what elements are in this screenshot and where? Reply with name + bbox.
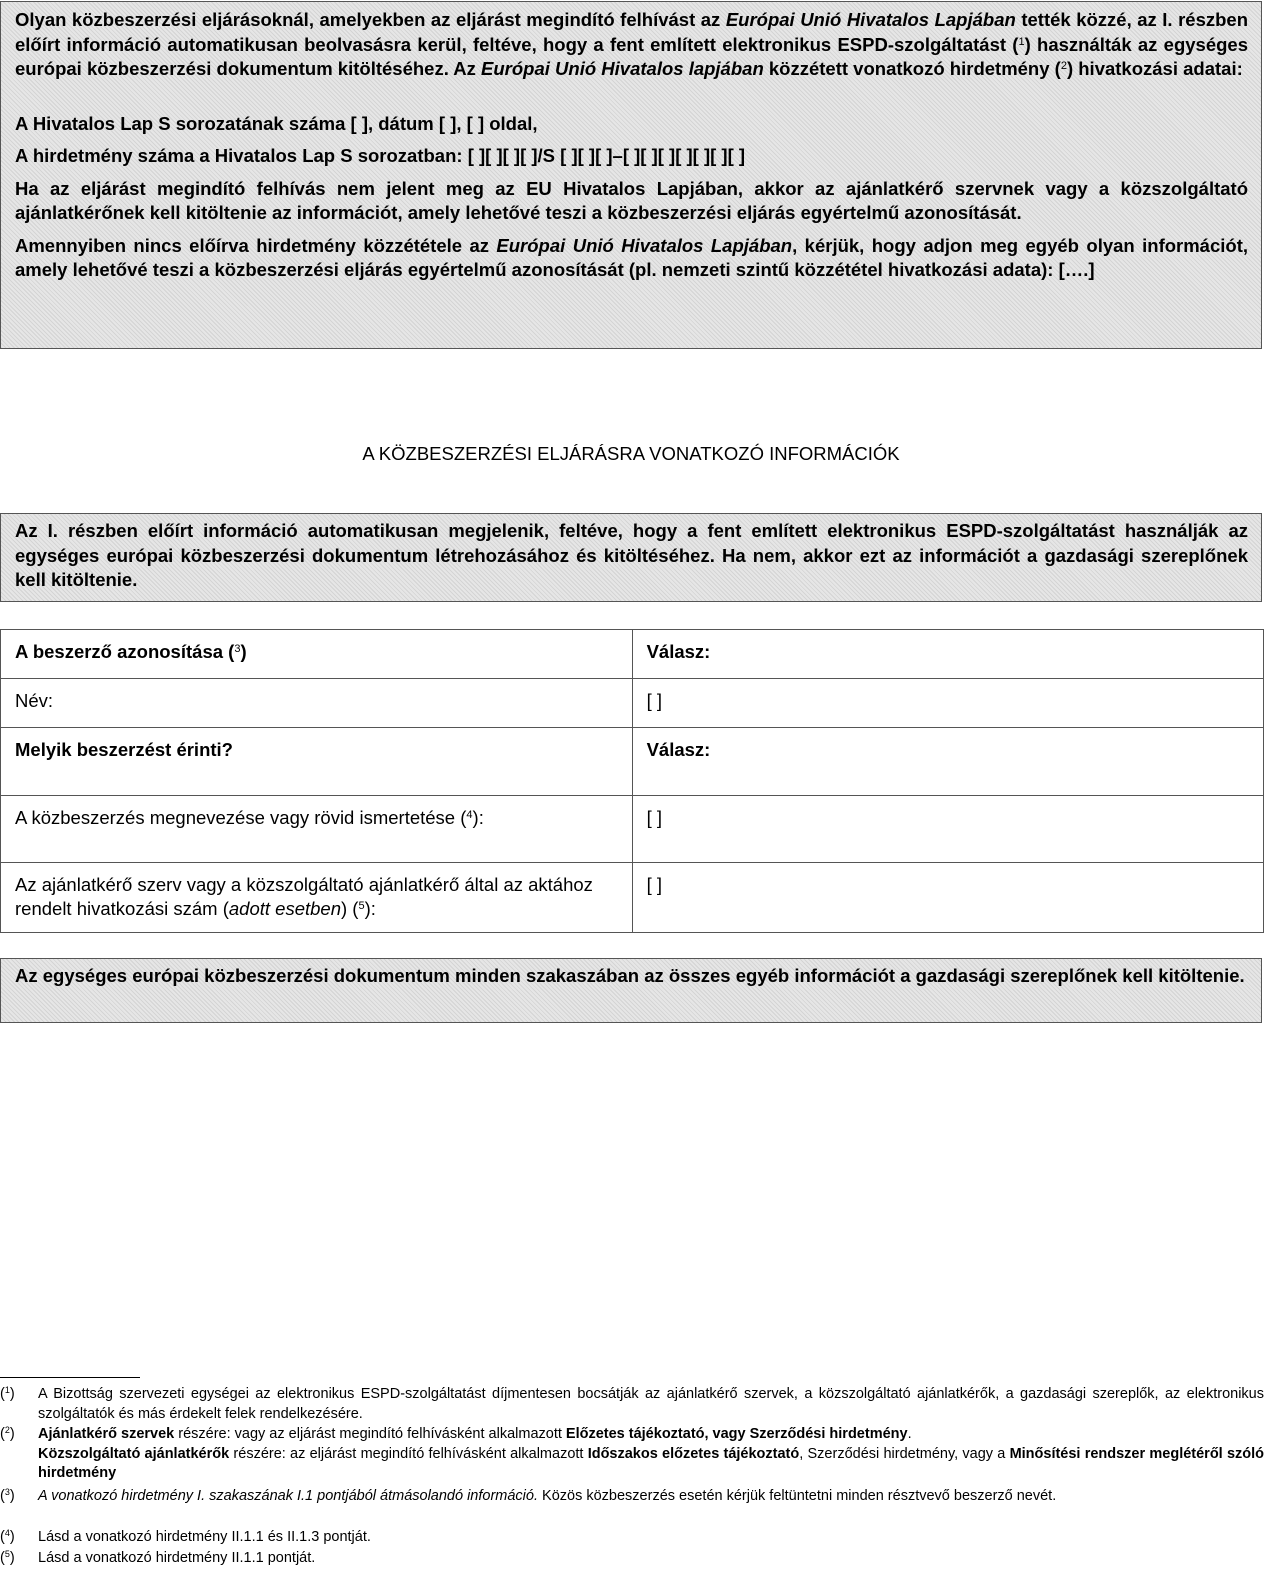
- which-procurement-label: Melyik beszerzést érinti?: [1, 728, 633, 796]
- buyer-identity-label: A beszerző azonosítása ($^3$): [1, 630, 633, 679]
- footnote-separator: [0, 1377, 140, 1378]
- footnote-text: Lásd a vonatkozó hirdetmény II.1.1 pontját.: [38, 1550, 316, 1566]
- footnote-5: [0, 1549, 1264, 1569]
- reference-number-label: Az ajánlatkérő szerv vagy a közszolgáltató ajánlatkérő által az aktához rendelt hivatkozási szám (adott esetben) ($^5$):: [1, 863, 633, 933]
- procurement-info-table: [0, 629, 1264, 933]
- reference-number-field[interactable]: [ ]: [632, 863, 1263, 933]
- footnote-text: Lásd a vonatkozó hirdetmény II.1.1 és II.1.3 pontját.: [38, 1529, 371, 1545]
- ojeu-notice-info-box: [0, 1, 1262, 349]
- buyer-identity-answer: Válasz:: [632, 630, 1263, 679]
- footnote-text: A vonatkozó hirdetmény I. szakaszának I.1 pontjából átmásolandó információ. Közös közbeszerzés esetén kérjük feltüntetni minden résztvevő beszerző nevét.: [38, 1488, 1057, 1504]
- footnote-marker: ($^1$): [0, 1385, 15, 1402]
- other-info-text: Az egységes európai közbeszerzési dokumentum minden szakaszában az összes egyéb információt a gazdasági szereplőnek kell kitöltenie.: [15, 965, 1245, 986]
- table-row: [1, 728, 1264, 796]
- not-published-instruction: Ha az eljárást megindító felhívás nem jelent meg az EU Hivatalos Lapjában, akkor az ajánlatkérő szervnek vagy a közszolgáltató ajánlatkérőnek kell kitöltenie az információt, amely lehetővé teszi a közbeszerzési eljárás egyértelmű azonosítását.: [15, 177, 1248, 223]
- section-title: A KÖZBESZERZÉSI ELJÁRÁSRA VONATKOZÓ INFORMÁCIÓK: [362, 443, 900, 464]
- footnote-4: [0, 1528, 1264, 1548]
- other-info-box: [0, 958, 1262, 1023]
- table-row: [1, 863, 1264, 933]
- procurement-title-label: A közbeszerzés megnevezése vagy rövid ismertetése ($^4$):: [1, 796, 633, 863]
- procurement-title-field[interactable]: [ ]: [632, 796, 1263, 863]
- which-procurement-answer: Válasz:: [632, 728, 1263, 796]
- name-label: Név:: [1, 679, 633, 728]
- part-one-info-text: Az I. részben előírt információ automatikusan megjelenik, feltéve, hogy a fent említett elektronikus ESPD-szolgáltatást használják az egységes európai közbeszerzési dokumentum létrehozásához és kitöltéséhez. Ha nem, akkor ezt az információt a gazdasági szereplőnek kell kitöltenie.: [15, 520, 1248, 590]
- footnote-text: Ajánlatkérő szervek részére: vagy az eljárást megindító felhívásként alkalmazott Előzetes tájékoztató, vagy Szerződési hirdetmény. Közszolgáltató ajánlatkérők részére: az eljárást megindító felhívásként alkalmazott Időszakos előzetes tájékoztató, Szerződési hirdetmény, vagy a Minősítési rendszer meglétéről szóló hirdetmény: [38, 1426, 1265, 1481]
- footnote-3: [0, 1487, 1264, 1507]
- name-value-field[interactable]: [ ]: [632, 679, 1263, 728]
- notice-number-reference: A hirdetmény száma a Hivatalos Lap S sorozatban: [ ][ ][ ][ ]/S [ ][ ][ ]–[ ][ ][ ][ ][ ][ ][ ]: [15, 145, 746, 166]
- part-one-info-box: [0, 513, 1262, 602]
- oj-series-reference: A Hivatalos Lap S sorozatának száma [ ], dátum [ ], [ ] oldal,: [15, 112, 538, 134]
- ojeu-intro-paragraph: Olyan közbeszerzési eljárásoknál, amelyekben az eljárást megindító felhívást az Európai Unió Hivatalos Lapjában tették közzé, az I. részben előírt információ automatikusan beolvasásra kerül, feltéve, hogy a fent említett elektronikus ESPD-szolgáltatást ($^1$) használták az egységes európai közbeszerzési dokumentum kitöltéséhez. Az Európai Unió Hivatalos lapjában közzétett vonatkozó hirdetmény ($^2$) hivatkozási adatai:: [15, 9, 1248, 79]
- table-row: [1, 796, 1264, 863]
- table-row: [1, 679, 1264, 728]
- footnote-marker: ($^2$): [0, 1425, 15, 1442]
- footnote-2: [0, 1425, 1264, 1484]
- table-row: [1, 630, 1264, 679]
- footnote-text: A Bizottság szervezeti egységei az elektronikus ESPD-szolgáltatást díjmentesen bocsátják az ajánlatkérő szervek, a közszolgáltató ajánlatkérők, a gazdasági szereplők, az elektronikus szolgáltatók és más érdekelt felek rendelkezésére.: [38, 1386, 1264, 1422]
- footnote-marker: ($^5$): [0, 1549, 15, 1566]
- footnote-1: [0, 1385, 1264, 1424]
- footnote-marker: ($^3$): [0, 1487, 15, 1504]
- no-publication-required-instruction: Amennyiben nincs előírva hirdetmény közzététele az Európai Unió Hivatalos Lapjában, kérjük, hogy adjon meg egyéb olyan információt, amely lehetővé teszi a közbeszerzési eljárás egyértelmű azonosítását (pl. nemzeti szintű közzététel hivatkozási adata): [….]: [15, 234, 1248, 280]
- footnote-marker: ($^4$): [0, 1528, 15, 1545]
